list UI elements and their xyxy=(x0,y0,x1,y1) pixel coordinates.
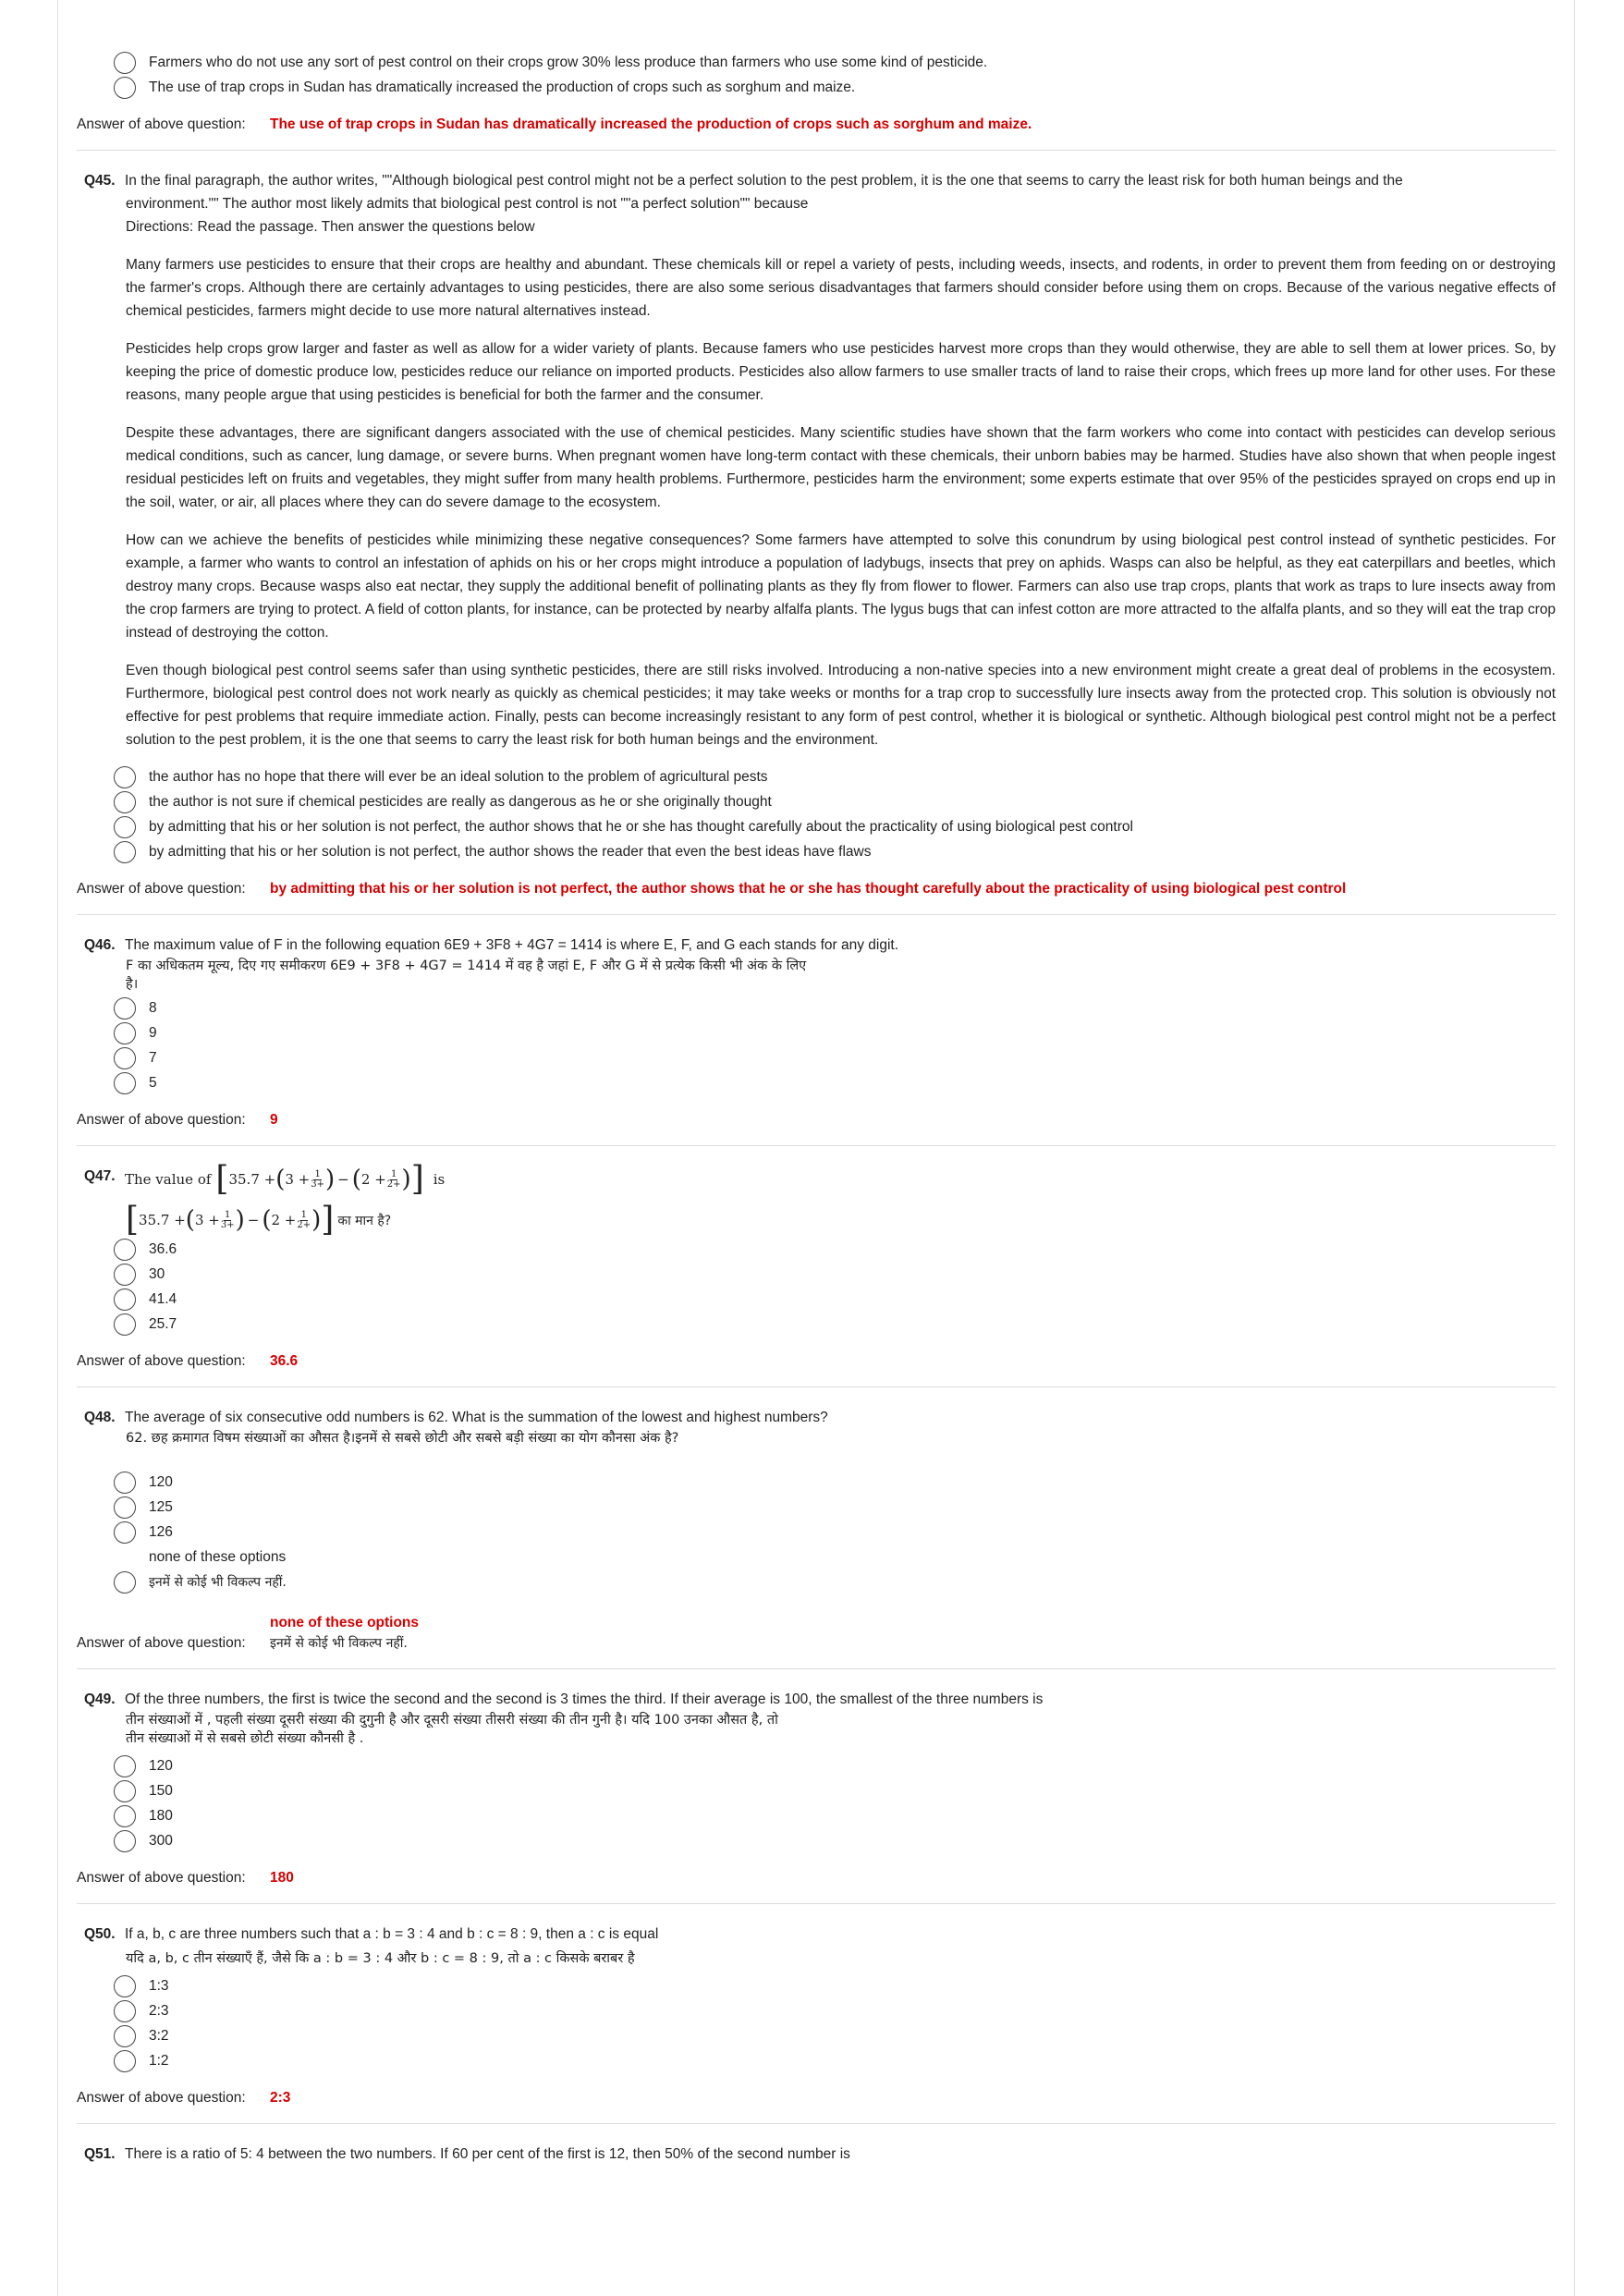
option-text: 125 xyxy=(149,1498,173,1515)
question-text-cont: environment."" The author most likely admits that biological pest control is not ""a perfect solution"" because xyxy=(126,196,809,212)
paren-open: ( xyxy=(275,1166,286,1193)
option-text: 5 xyxy=(149,1074,157,1091)
radio-button[interactable] xyxy=(114,1072,136,1094)
fraction xyxy=(297,1211,311,1230)
radio-button[interactable] xyxy=(114,1975,136,1997)
paren-close: ) xyxy=(235,1206,245,1234)
radio-button[interactable] xyxy=(114,841,136,863)
expression-term: 2 + xyxy=(271,1212,297,1228)
fraction xyxy=(387,1170,401,1190)
answer-value: 9 xyxy=(270,1112,278,1128)
passage-paragraph: Many farmers use pesticides to ensure that their crops are healthy and abundant. These chemicals kill or repel a variety of pests, including weeds, insects, and rodents, in order to prevent them from feeding on or destroying the farmer's crops. Although there are certainly advantages to using pesticides, there are also some serious disadvantages that farmers should consider before using them on crops. Because of the various negative effects of chemical pesticides, farmers might decide to use more natural alternatives instead. xyxy=(126,257,1556,319)
option-row[interactable] xyxy=(114,1803,1556,1828)
option-text: the author has no hope that there will ever be an ideal solution to the problem of agricultural pests xyxy=(149,768,768,785)
divider xyxy=(77,1668,1556,1669)
fraction-denominator: 2+ xyxy=(386,1179,401,1190)
answer-value: 2:3 xyxy=(270,2090,291,2106)
divider xyxy=(77,150,1556,151)
option-text: 36.6 xyxy=(149,1240,177,1257)
option-row[interactable] xyxy=(114,995,1556,1020)
question-text-hindi: यदि a, b, c तीन संख्याएँ हैं, जैसे कि a : b = 3 : 4 और b : c = 8 : 9, तो a : c किसके बराबर है xyxy=(126,1951,635,1966)
paren-open: ( xyxy=(185,1206,195,1234)
option-row[interactable] xyxy=(114,1312,1556,1337)
answer-value: by admitting that his or her solution is not perfect, the author shows that he or she has thought carefully about the practicality of using biological pest control xyxy=(270,881,1347,897)
question-text: The average of six consecutive odd numbers is 62. What is the summation of the lowest and highest numbers? xyxy=(125,1410,828,1425)
question-50 xyxy=(77,1923,1556,1946)
answer-label: Answer of above question: xyxy=(77,116,246,132)
paren-open: ( xyxy=(262,1206,272,1234)
divider xyxy=(77,914,1556,915)
bracket-close: ] xyxy=(321,1201,335,1239)
option-text: by admitting that his or her solution is not perfect, the author shows that he or she has thought carefully about the practicality of using biological pest control xyxy=(149,818,1133,835)
passage-paragraph: Pesticides help crops grow larger and faster as well as allow for a wider variety of plants. Because famers who use pesticides harvest more crops than they would otherwise, they are able to sell them at lower prices. So, by keeping the price of domestic produce low, pesticides reduce our reliance on imported products. Pesticides also allow farmers to use smaller tracts of land to raise their crops, which frees up more land for other uses. For these reasons, many people argue that using pesticides is beneficial for both the farmer and the consumer. xyxy=(126,341,1556,403)
option-row[interactable] xyxy=(114,2023,1556,2048)
divider xyxy=(77,1386,1556,1387)
question-46 xyxy=(77,934,1556,957)
option-row[interactable] xyxy=(114,1020,1556,1045)
option-text: 7 xyxy=(149,1049,157,1066)
option-text: 126 xyxy=(149,1523,173,1540)
option-text: 300 xyxy=(149,1832,173,1849)
option-text: 180 xyxy=(149,1807,173,1824)
option-row[interactable] xyxy=(114,1470,1556,1495)
answer-row xyxy=(77,2090,1556,2107)
question-47-options xyxy=(77,1237,1556,1337)
fraction-denominator: 2+ xyxy=(297,1219,311,1230)
radio-button[interactable] xyxy=(114,1313,136,1336)
question-44-options xyxy=(77,50,1556,100)
fraction-numerator: 1 xyxy=(390,1168,397,1179)
radio-button[interactable] xyxy=(114,52,136,74)
question-48 xyxy=(77,1406,1556,1429)
option-row[interactable] xyxy=(114,1973,1556,1998)
expression-prefix: The value of xyxy=(125,1170,212,1188)
radio-button[interactable] xyxy=(114,1472,136,1494)
option-text: 1:3 xyxy=(149,1977,169,1994)
bracket-open: [ xyxy=(215,1160,229,1198)
question-number: Q49. xyxy=(84,1691,116,1707)
question-number: Q45. xyxy=(84,173,116,189)
option-text: Farmers who do not use any sort of pest control on their crops grow 30% less produce than farmers who use some kind of pesticide. xyxy=(149,54,988,70)
minus-sign: − xyxy=(337,1170,349,1188)
radio-button[interactable] xyxy=(114,1496,136,1519)
paren-close: ) xyxy=(325,1166,336,1193)
option-text: 9 xyxy=(149,1024,157,1041)
expression-term: 35.7 + xyxy=(139,1212,186,1228)
question-text: In the final paragraph, the author writes, ""Although biological pest control might not be a perfect solution to the pest problem, it is the one that seems to carry the least risk for both human beings and the xyxy=(125,173,1403,189)
radio-button[interactable] xyxy=(114,791,136,813)
paren-close: ) xyxy=(401,1166,411,1193)
question-48-options xyxy=(77,1470,1556,1594)
radio-button[interactable] xyxy=(114,2050,136,2072)
question-45-options xyxy=(77,764,1556,864)
answer-row xyxy=(77,1353,1556,1370)
radio-button[interactable] xyxy=(114,1047,136,1069)
option-text: 120 xyxy=(149,1473,173,1490)
option-row[interactable] xyxy=(114,1287,1556,1312)
option-row[interactable] xyxy=(114,789,1556,814)
option-row[interactable] xyxy=(114,1828,1556,1853)
question-text: The maximum value of F in the following equation 6E9 + 3F8 + 4G7 = 1414 is where E, F, and G each stands for any digit. xyxy=(125,937,899,953)
answer-row xyxy=(77,1870,1556,1887)
option-text: The use of trap crops in Sudan has dramatically increased the production of crops such as sorghum and maize. xyxy=(149,79,856,95)
question-50-options xyxy=(77,1973,1556,2073)
option-text: 2:3 xyxy=(149,2002,169,2019)
fraction xyxy=(311,1170,324,1190)
question-46-options xyxy=(77,995,1556,1095)
radio-button[interactable] xyxy=(114,2025,136,2047)
radio-button[interactable] xyxy=(114,1288,136,1311)
option-text: none of these options xyxy=(149,1548,287,1565)
divider xyxy=(77,1145,1556,1146)
answer-row xyxy=(77,881,1556,898)
option-text: by admitting that his or her solution is not perfect, the author shows the reader that even the best ideas have flaws xyxy=(149,843,872,860)
option-row[interactable] xyxy=(114,1262,1556,1287)
question-text: There is a ratio of 5: 4 between the two numbers. If 60 per cent of the first is 12, then 50% of the second number is xyxy=(125,2146,850,2162)
option-text-hindi: इनमें से कोई भी विकल्प नहीं. xyxy=(149,1575,287,1590)
math-expression xyxy=(125,1160,446,1198)
answer-value: The use of trap crops in Sudan has dramatically increased the production of crops such as sorghum and maize. xyxy=(270,116,1032,132)
math-expression-hindi xyxy=(126,1203,1556,1237)
question-number: Q51. xyxy=(84,2146,116,2162)
question-text-hindi: तीन संख्याओं में , पहली संख्या दूसरी संख्या की दुगुनी है और दूसरी संख्या तीसरी संख्या की तीन गुनी है। यदि 100 उनका औसत है, तो xyxy=(126,1713,778,1728)
option-row[interactable] xyxy=(114,814,1556,839)
fraction-numerator: 1 xyxy=(300,1209,307,1220)
option-text: the author is not sure if chemical pesticides are really as dangerous as he or she originally thought xyxy=(149,793,772,810)
question-47 xyxy=(77,1160,1556,1198)
option-row[interactable] xyxy=(114,1520,1556,1545)
question-51 xyxy=(77,2143,1556,2166)
radio-button[interactable] xyxy=(114,1805,136,1827)
answer-value-en: none of these options xyxy=(270,1615,420,1630)
passage-paragraph: How can we achieve the benefits of pesticides while minimizing these negative consequences? Some farmers have attempted to solve this conundrum by using biological pest control instead of synthetic pesticides. For example, a farmer who wants to control an infestation of aphids on his or her crops might introduce a population of ladybugs, insects that prey on aphids. Wasps can also be helpful, as they eat caterpillars and beetles, which destroy many crops. Because wasps also eat nectar, they supply the additional benefit of pollinating plants as they fly from flower to flower. Farmers can also use trap crops, plants that work as traps to lure insects away from the crop farmers are trying to protect. A field of cotton plants, for instance, can be protected by nearby alfalfa plants. The lygus bugs that can infest cotton are more attracted to the alfalfa plants, and so they will eat the trap crop instead of destroying the cotton. xyxy=(126,532,1556,641)
question-text-hindi: F का अधिकतम मूल्य, दिए गए समीकरण 6E9 + 3F8 + 4G7 = 1414 में वह है जहां E, F और G में से प्रत्येक किसी भी अंक के लिए xyxy=(126,959,807,973)
answer-row xyxy=(77,116,1556,133)
expression-term: 3 + xyxy=(194,1212,220,1228)
question-text: Of the three numbers, the first is twice the second and the second is 3 times the third. If their average is 100, the smallest of the three numbers is xyxy=(125,1691,1044,1707)
option-text: 150 xyxy=(149,1782,173,1799)
bracket-open: [ xyxy=(126,1201,140,1239)
answer-label: Answer of above question: xyxy=(77,1353,246,1369)
option-text: 25.7 xyxy=(149,1315,177,1332)
question-text-hindi-cont: है। xyxy=(126,977,139,992)
answer-label: Answer of above question: xyxy=(77,1112,246,1128)
radio-button[interactable] xyxy=(114,997,136,1020)
expression-term: 35.7 + xyxy=(228,1170,276,1188)
option-text: 1:2 xyxy=(149,2052,169,2069)
paren-open: ( xyxy=(351,1166,361,1193)
paren-close: ) xyxy=(311,1206,322,1234)
question-number: Q47. xyxy=(84,1168,116,1184)
radio-button[interactable] xyxy=(114,1239,136,1261)
radio-button[interactable] xyxy=(114,2000,136,2022)
answer-row xyxy=(77,1634,1556,1652)
answer-label: Answer of above question: xyxy=(77,1870,246,1886)
option-row[interactable] xyxy=(114,1045,1556,1070)
exam-page xyxy=(57,0,1575,2296)
option-text: 41.4 xyxy=(149,1290,177,1307)
answer-value-hindi: इनमें से कोई भी विकल्प नहीं. xyxy=(270,1636,408,1651)
question-text: If a, b, c are three numbers such that a : b = 3 : 4 and b : c = 8 : 9, then a : c is equal xyxy=(125,1926,659,1942)
fraction-numerator: 1 xyxy=(314,1168,321,1179)
radio-button[interactable] xyxy=(114,1830,136,1852)
answer-label: Answer of above question: xyxy=(77,1635,246,1651)
radio-button[interactable] xyxy=(114,1264,136,1286)
answer-label: Answer of above question: xyxy=(77,2090,246,2106)
option-row[interactable] xyxy=(114,1070,1556,1095)
option-text: 30 xyxy=(149,1265,165,1282)
option-row[interactable] xyxy=(114,2048,1556,2073)
bracket-close: ] xyxy=(410,1160,424,1198)
radio-button[interactable] xyxy=(114,1755,136,1777)
answer-value: 180 xyxy=(270,1870,294,1886)
option-row[interactable] xyxy=(114,50,1556,75)
option-row[interactable] xyxy=(114,75,1556,100)
expression-term: 2 + xyxy=(360,1170,386,1188)
minus-sign: − xyxy=(247,1212,260,1228)
radio-button[interactable] xyxy=(114,1022,136,1044)
expression-suffix-hindi: का मान है? xyxy=(337,1213,392,1228)
option-text: 8 xyxy=(149,999,157,1016)
option-row[interactable] xyxy=(114,1495,1556,1520)
divider xyxy=(77,1903,1556,1904)
answer-block xyxy=(77,1615,1556,1652)
radio-button[interactable] xyxy=(114,1571,136,1594)
passage-paragraph: Despite these advantages, there are significant dangers associated with the use of chemical pesticides. Many scientific studies have shown that the farm workers who come into contact with pesticides can develop serious medical conditions, such as cancer, lung damage, or severe burns. When pregnant women have long-term contact with these chemicals, their unborn babies may be harmed. Studies have also shown that when people ingest residual pesticides left on fruits and vegetables, they might suffer from many health problems. Furthermore, pesticides harm the environment; some experts estimate that over 95% of the pesticides sprayed on crops end up in the soil, water, or air, all places where they can do severe damage to the ecosystem. xyxy=(126,425,1556,510)
question-number: Q50. xyxy=(84,1926,116,1942)
fraction-denominator: 3+ xyxy=(311,1179,325,1190)
fraction xyxy=(221,1211,235,1230)
radio-button[interactable] xyxy=(114,77,136,99)
divider xyxy=(77,2123,1556,2124)
option-row[interactable] xyxy=(114,1998,1556,2023)
option-row[interactable] xyxy=(114,1778,1556,1803)
option-text: 3:2 xyxy=(149,2027,169,2044)
radio-button[interactable] xyxy=(114,1780,136,1802)
question-text-hindi: 62. छह क्रमागत विषम संख्याओं का औसत है।इनमें से सबसे छोटी और सबसे बड़ी संख्या का योग कौनसा अंक है? xyxy=(126,1431,679,1446)
fraction-denominator: 3+ xyxy=(220,1219,235,1230)
option-text: 120 xyxy=(149,1757,173,1774)
page-content xyxy=(77,54,1556,2166)
radio-button[interactable] xyxy=(114,1521,136,1544)
radio-button[interactable] xyxy=(114,816,136,838)
expression-term: 3 + xyxy=(285,1170,311,1188)
option-row[interactable] xyxy=(114,1569,1556,1594)
question-49 xyxy=(77,1688,1556,1711)
question-number: Q48. xyxy=(84,1410,116,1425)
question-49-options xyxy=(77,1753,1556,1853)
answer-row xyxy=(77,1112,1556,1129)
expression-suffix: is xyxy=(433,1170,446,1188)
answer-label: Answer of above question: xyxy=(77,881,246,897)
option-row[interactable] xyxy=(114,1237,1556,1262)
passage-paragraph: Even though biological pest control seems safer than using synthetic pesticides, there are still risks involved. Introducing a non-native species into a new environment might create a great deal of problems in the ecosystem. Furthermore, biological pest control does not work nearly as quickly as chemical pesticides; it may take weeks or months for a trap crop to successfully lure insects away from the protected crop. This solution is obviously not effective for pest problems that require immediate action. Finally, pests can become increasingly resistant to any form of pest control, whether it is biological or synthetic. Although biological pest control might not be a perfect solution to the pest problem, it is the one that seems to carry the least risk for both human beings and the environment. xyxy=(126,663,1556,748)
option-row[interactable] xyxy=(114,1545,1556,1569)
fraction-numerator: 1 xyxy=(225,1209,231,1220)
option-row[interactable] xyxy=(114,764,1556,789)
option-row[interactable] xyxy=(114,839,1556,864)
question-45 xyxy=(77,169,1556,238)
directions: Directions: Read the passage. Then answer the questions below xyxy=(126,219,535,235)
question-number: Q46. xyxy=(84,937,116,953)
answer-value: 36.6 xyxy=(270,1353,299,1369)
option-row[interactable] xyxy=(114,1753,1556,1778)
radio-button[interactable] xyxy=(114,766,136,788)
question-text-hindi-cont: तीन संख्याओं में से सबसे छोटी संख्या कौनसी है . xyxy=(126,1731,364,1746)
